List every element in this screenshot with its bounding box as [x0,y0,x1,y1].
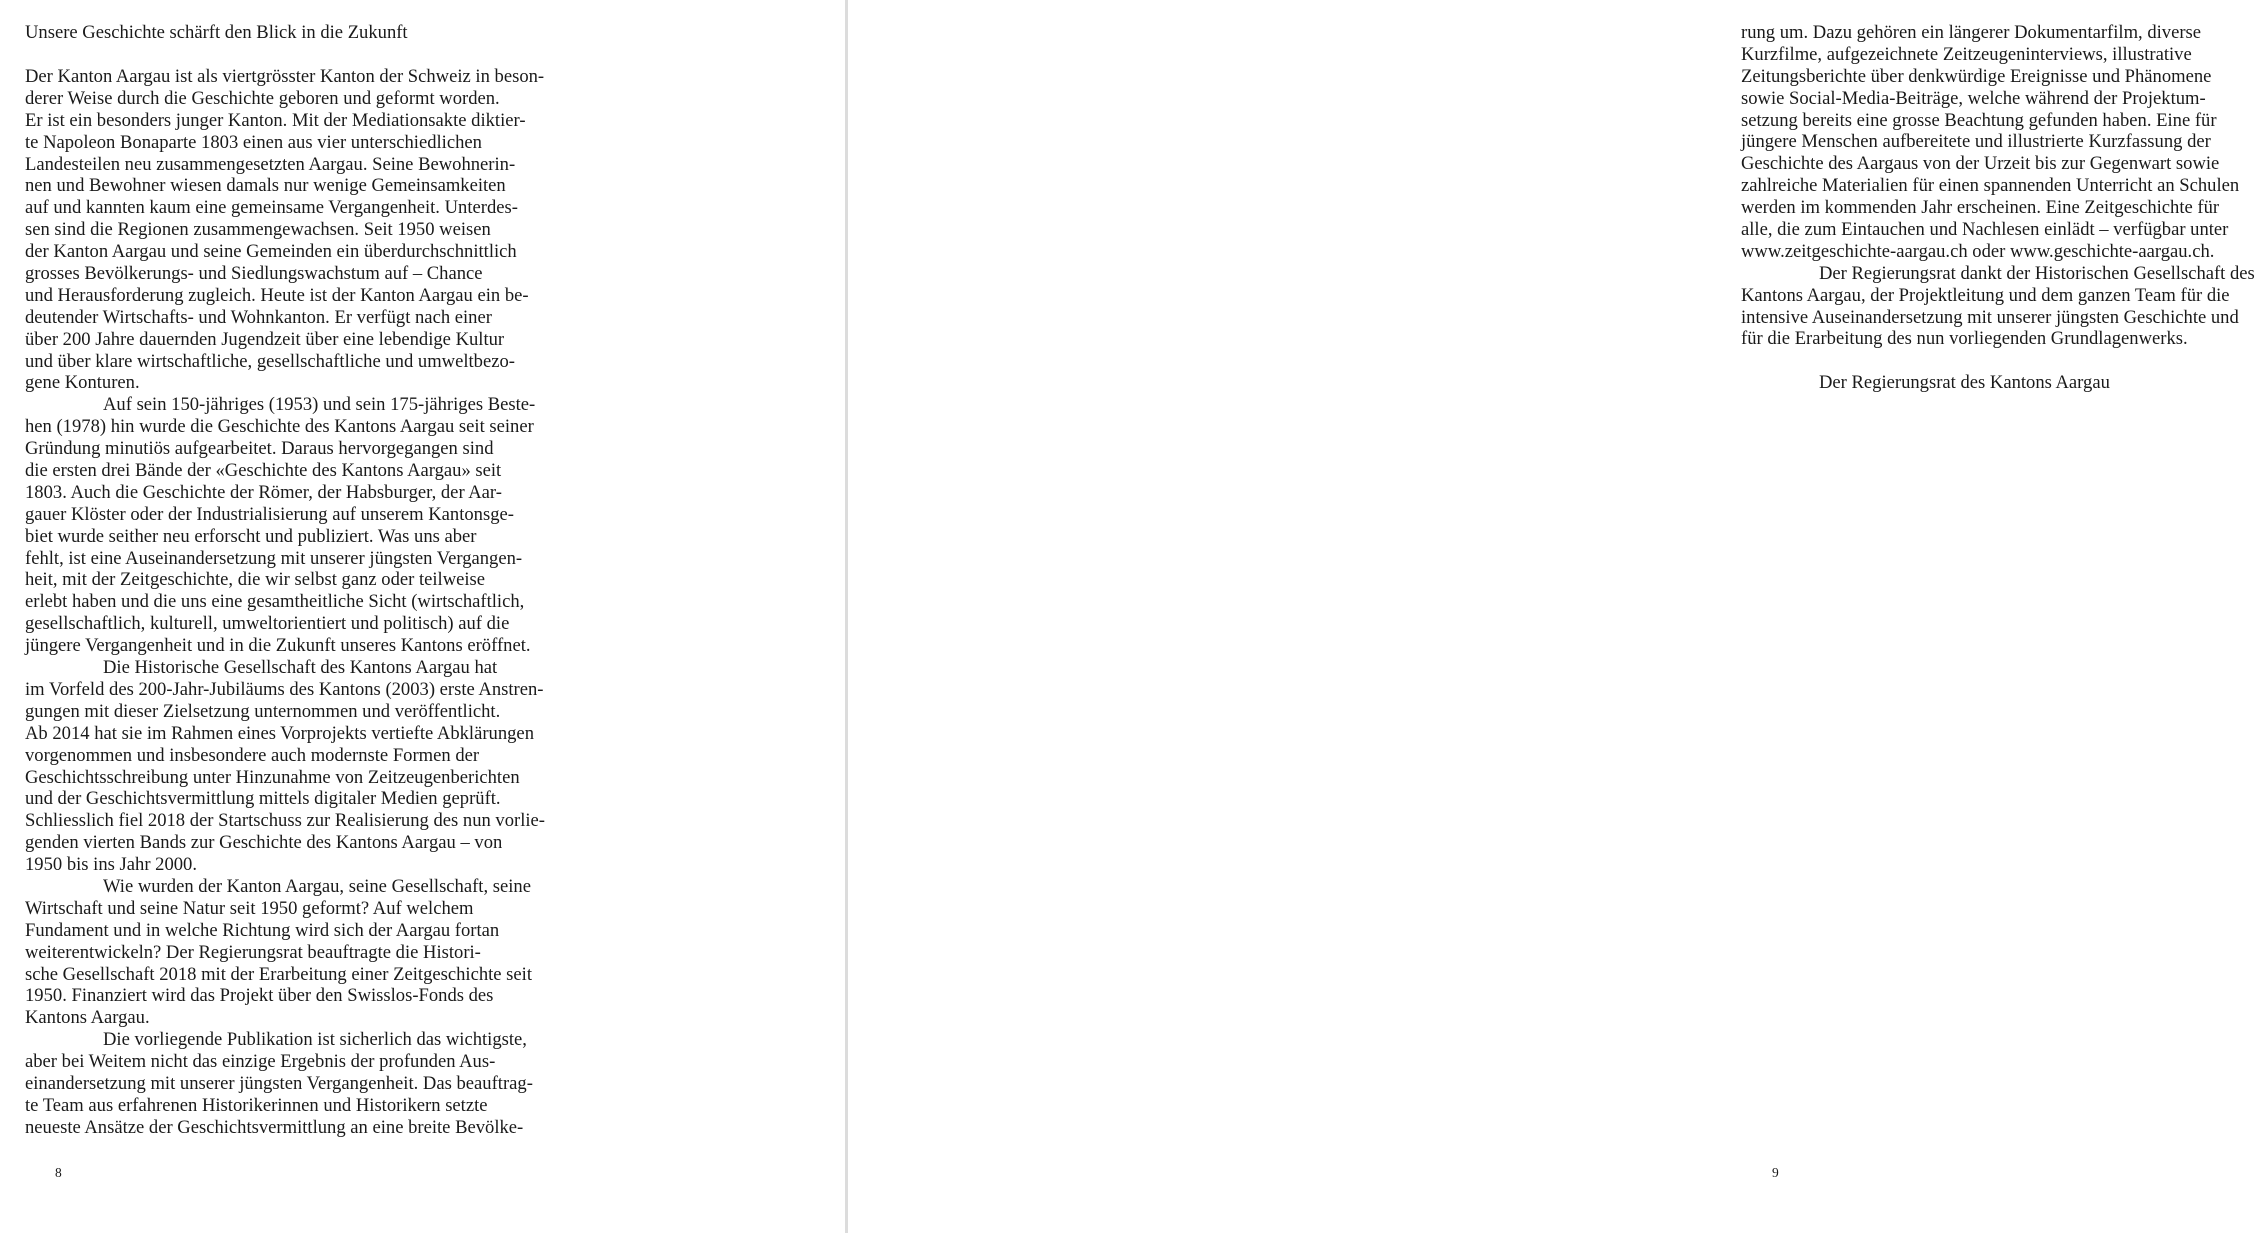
text-line: sowie Social-Media-Beiträge, welche während der Projektum- [1741,87,2206,109]
text-line: alle, die zum Eintauchen und Nachlesen einlädt – verfügbar unter [1741,219,2229,241]
left-body-text [25,66,545,1139]
text-line: Ab 2014 hat sie im Rahmen eines Vorprojekts vertiefte Abklärungen [25,722,534,744]
text-line: Kurzfilme, aufgezeichnete Zeitzeugeninterviews, illustrative [1741,43,2192,65]
text-line: intensive Auseinandersetzung mit unserer jüngsten Geschichte und [1741,306,2239,328]
text-line: über 200 Jahre dauernden Jugendzeit über eine lebendige Kultur [25,328,505,350]
text-line: die ersten drei Bände der «Geschichte des Kantons Aargau» seit [25,460,502,482]
text-line: Landesteilen neu zusammengesetzten Aargau. Seine Bewohnerin- [25,153,516,175]
text-line: rung um. Dazu gehören ein längerer Dokumentarfilm, diverse [1741,22,2202,43]
text-line: weiterentwickeln? Der Regierungsrat beauftragte die Histori- [25,941,481,963]
text-line: einandersetzung mit unserer jüngsten Vergangenheit. Das beauftrag- [25,1072,533,1094]
text-line: grosses Bevölkerungs- und Siedlungswachstum auf – Chance [25,263,483,285]
text-line: gene Konturen. [25,372,140,394]
text-line: sche Gesellschaft 2018 mit der Erarbeitung einer Zeitgeschichte seit [25,963,533,985]
text-line: derer Weise durch die Geschichte geboren und geformt worden. [25,87,500,109]
text-line: für die Erarbeitung des nun vorliegenden Grundlagenwerks. [1741,328,2188,350]
text-line: gesellschaftlich, kulturell, umweltorientiert und politisch) auf die [25,613,510,635]
text-line: werden im kommenden Jahr erscheinen. Eine Zeitgeschichte für [1741,197,2220,219]
text-line: sen sind die Regionen zusammengewachsen. Seit 1950 weisen [25,219,491,241]
left-page [0,0,845,1233]
text-line: 1950 bis ins Jahr 2000. [25,854,197,876]
text-line: gungen mit dieser Zielsetzung unternommen und veröffentlicht. [25,700,501,722]
text-line: vorgenommen und insbesondere auch modernste Formen der [25,744,480,766]
text-line: Die Historische Gesellschaft des Kantons Aargau hat [103,657,498,679]
text-line: Schliesslich fiel 2018 der Startschuss zur Realisierung des nun vorlie- [25,810,545,832]
text-line: Der Kanton Aargau ist als viertgrösster Kanton der Schweiz in beson- [25,66,545,87]
right-body-text [1741,22,2255,394]
text-line: fehlt, ist eine Auseinandersetzung mit unserer jüngsten Vergangen- [25,547,523,569]
paragraph-gap [1741,350,2255,372]
text-line: und der Geschichtsvermittlung mittels digitaler Medien geprüft. [25,788,501,810]
right-page [848,0,2255,1233]
text-line: der Kanton Aargau und seine Gemeinden ein überdurchschnittlich [25,241,517,263]
text-line: Geschichte des Aargaus von der Urzeit bis zur Gegenwart sowie [1741,153,2220,175]
text-line: Er ist ein besonders junger Kanton. Mit der Mediationsakte diktier- [25,109,526,131]
text-line: Kantons Aargau, der Projektleitung und dem ganzen Team für die [1741,284,2230,306]
text-line: Der Regierungsrat dankt der Historischen Gesellschaft des [1819,262,2255,284]
page-number-right: 9 [1772,1165,1779,1180]
text-line: im Vorfeld des 200-Jahr-Jubiläums des Kantons (2003) erste Anstren- [25,678,544,700]
text-line: setzung bereits eine grosse Beachtung gefunden haben. Eine für [1741,109,2217,131]
text-line: www.zeitgeschichte-aargau.ch oder www.geschichte-aargau.ch. [1741,240,2215,262]
text-line: aber bei Weitem nicht das einzige Ergebnis der profunden Aus- [25,1051,496,1073]
text-line: Auf sein 150-jähriges (1953) und sein 175-jähriges Beste- [103,394,536,416]
text-line: gauer Klöster oder der Industrialisierung auf unserem Kantonsge- [25,503,514,525]
text-line: und Herausforderung zugleich. Heute ist der Kanton Aargau ein be- [25,284,529,306]
text-line: Geschichtsschreibung unter Hinzunahme von Zeitzeugenberichten [25,766,520,788]
text-line: heit, mit der Zeitgeschichte, die wir selbst ganz oder teilweise [25,569,486,591]
text-line: Fundament und in welche Richtung wird sich der Aargau fortan [25,919,500,941]
text-line: 1950. Finanziert wird das Projekt über den Swisslos-Fonds des [25,985,494,1007]
text-line: und über klare wirtschaftliche, gesellschaftliche und umweltbezo- [25,350,515,372]
text-line: Die vorliegende Publikation ist sicherlich das wichtigste, [103,1029,527,1051]
text-line: Wie wurden der Kanton Aargau, seine Gesellschaft, seine [103,875,531,897]
text-line: nen und Bewohner wiesen damals nur wenige Gemeinsamkeiten [25,175,506,197]
text-line: te Napoleon Bonaparte 1803 einen aus vier unterschiedlichen [25,131,482,153]
text-line: te Team aus erfahrenen Historikerinnen und Historikern setzte [25,1094,488,1116]
text-line: jüngere Menschen aufbereitete und illustrierte Kurzfassung der [1741,131,2211,153]
page-number-left: 8 [55,1165,62,1180]
text-line: jüngere Vergangenheit und in die Zukunft unseres Kantons eröffnet. [25,635,531,657]
text-line: 1803. Auch die Geschichte der Römer, der Habsburger, der Aar- [25,481,502,503]
text-line: Der Regierungsrat des Kantons Aargau [1819,372,2110,394]
text-line: erlebt haben und die uns eine gesamtheitliche Sicht (wirtschaftlich, [25,591,525,613]
text-line: neueste Ansätze der Geschichtsvermittlung an eine breite Bevölke- [25,1116,524,1138]
text-line: hen (1978) hin wurde die Geschichte des Kantons Aargau seit seiner [25,416,534,438]
text-line: auf und kannten kaum eine gemeinsame Vergangenheit. Unterdes- [25,197,518,219]
text-line: Gründung minutiös aufgearbeitet. Daraus hervorgegangen sind [25,438,494,460]
text-line: genden vierten Bands zur Geschichte des Kantons Aargau – von [25,832,503,854]
page-heading: Unsere Geschichte schärft den Blick in die Zukunft [25,22,408,43]
text-line: Kantons Aargau. [25,1007,150,1029]
text-line: biet wurde seither neu erforscht und publiziert. Was uns aber [25,525,477,547]
text-line: Wirtschaft und seine Natur seit 1950 geformt? Auf welchem [25,897,474,919]
text-line: zahlreiche Materialien für einen spannenden Unterricht an Schulen [1741,175,2240,197]
text-line: deutender Wirtschafts- und Wohnkanton. Er verfügt nach einer [25,306,492,328]
text-line: Zeitungsberichte über denkwürdige Ereignisse und Phänomene [1741,65,2212,87]
